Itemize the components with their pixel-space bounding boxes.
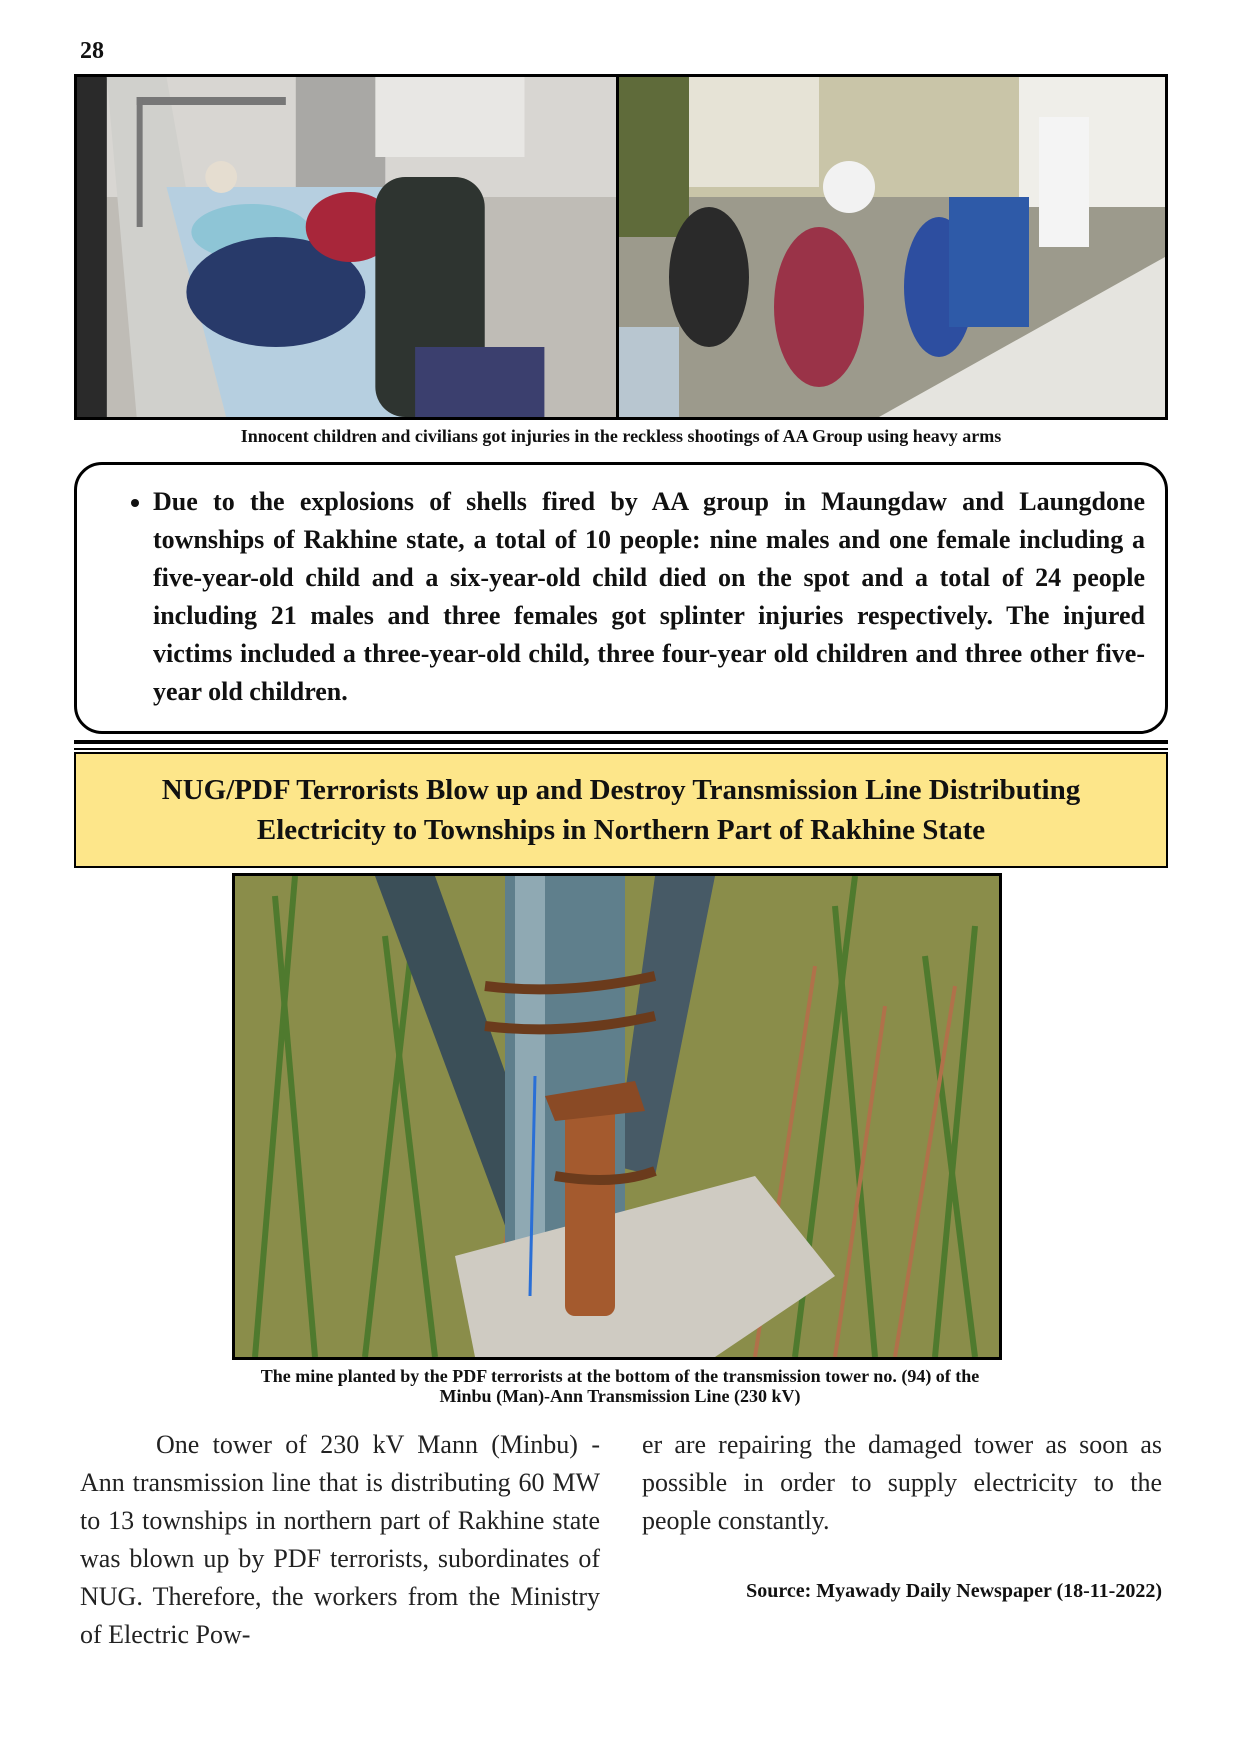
article-left-column	[80, 1426, 600, 1654]
figure2-caption-line2: Minbu (Man)-Ann Transmission Line (230 kV)	[439, 1386, 801, 1406]
article-paragraph-left: One tower of 230 kV Mann (Minbu) - Ann transmission line that is distributing 60 MW to 13 townships in northern part of Rakhine state was blown up by PDF terrorists, subordinates of NUG. Therefore, the workers from the Ministry of Electric Pow-	[80, 1430, 600, 1649]
source-credit: Source: Myawady Daily Newspaper (18-11-2022)	[746, 1580, 1162, 1602]
photo-row	[74, 74, 1168, 420]
double-rule-top	[74, 740, 1168, 744]
casualty-bullet: • Due to the explosions of shells fired by AA group in Maungdaw and Laungdone townships of Rakhine state, a total of 10 people: nine males and one female including a five-year-old child and a six-year-old child died on the spot and a total of 24 people including 21 males and three females got splinter injuries respectively. The injured victims included a three-year-old child, three four-year old children and three other five-year old children.	[153, 483, 1145, 711]
section-headline: NUG/PDF Terrorists Blow up and Destroy Transmission Line Distributing Electricity to Townships in Northern Part of Rakhine State	[161, 774, 1081, 846]
figure2-caption-line1: The mine planted by the PDF terrorists at the bottom of the transmission tower no. (94) of the	[260, 1366, 980, 1386]
casualty-callout-box	[74, 462, 1168, 734]
transmission-tower-mine-photo	[232, 873, 1002, 1360]
figure2-caption	[150, 1366, 1090, 1406]
hospital-bed-photo	[77, 77, 619, 417]
article-right-column	[642, 1426, 1162, 1540]
double-rule-bottom	[74, 748, 1168, 750]
page-number: 28	[80, 38, 104, 64]
article-paragraph-right: er are repairing the damaged tower as soon as possible in order to supply electricity to the people constantly.	[642, 1430, 1162, 1535]
section-headline-banner	[74, 752, 1168, 868]
figure1-caption: Innocent children and civilians got injuries in the reckless shootings of AA Group using heavy arms	[240, 426, 1002, 446]
hospital-ward-photo	[619, 77, 1165, 417]
